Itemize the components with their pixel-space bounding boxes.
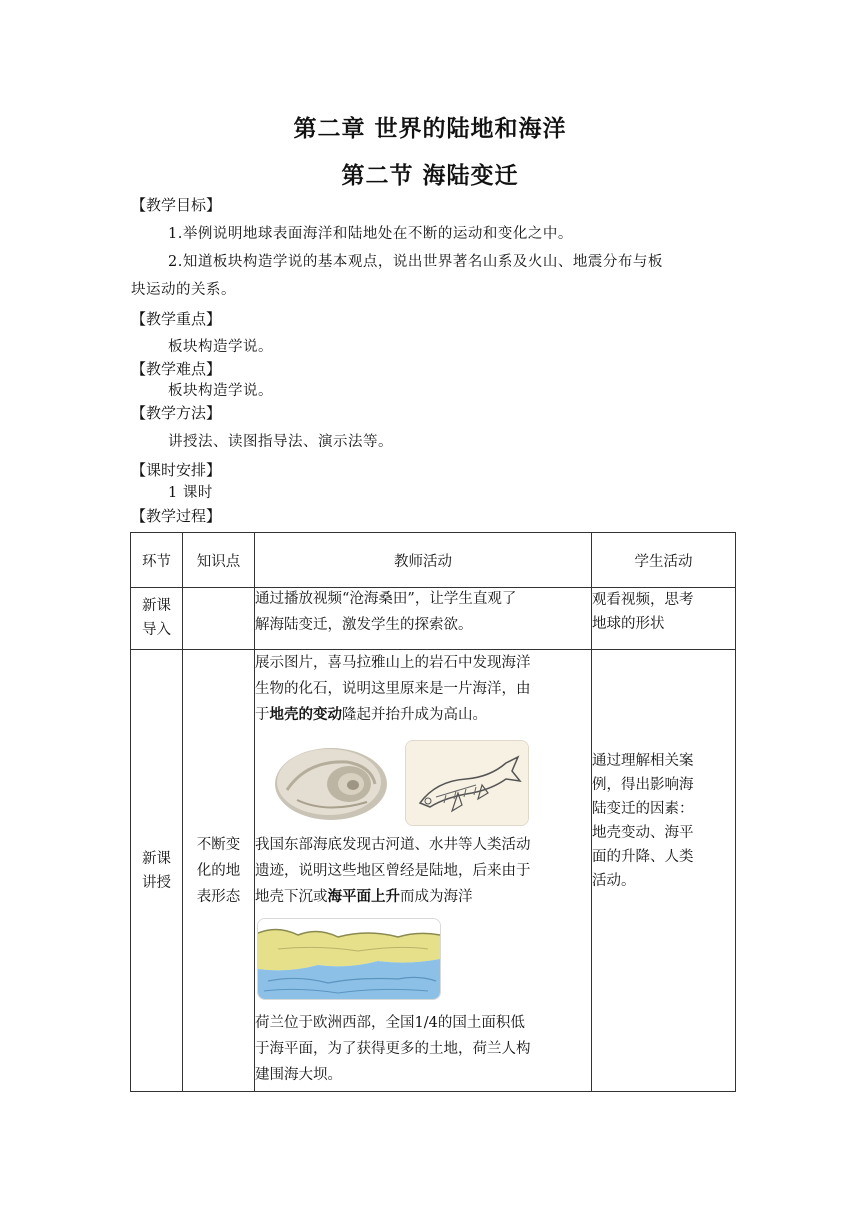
table-row <box>131 588 736 650</box>
ichthyosaur-fossil-image <box>405 740 529 826</box>
fossil-image-row <box>267 740 591 826</box>
stage-line: 讲授 <box>142 874 171 891</box>
teacher-text: 而成为海洋 <box>400 889 473 905</box>
teacher-text: 通过播放视频“沧海桑田”，让学生直观了 <box>255 591 517 607</box>
method-text: 讲授法、读图指导法、演示法等。 <box>168 434 393 450</box>
student-text: 面的升降、人类 <box>592 848 694 865</box>
key-heading: 【教学重点】 <box>131 310 222 328</box>
teacher-text: 遗迹，说明这些地区曾经是陆地，后来由于 <box>255 863 531 879</box>
teacher-text: 生物的化石，说明这里原来是一片海洋，由 <box>255 681 531 697</box>
knowledge-line: 不断变 <box>196 836 241 853</box>
teacher-text: 于海平面，为了获得更多的土地，荷兰人构 <box>255 1041 531 1057</box>
stage-line: 新课 <box>142 850 171 867</box>
header-stage: 环节 <box>131 533 183 588</box>
knowledge-line: 表形态 <box>196 888 241 905</box>
difficult-text: 板块构造学说。 <box>168 383 273 399</box>
teacher-activity-cell <box>255 650 592 1092</box>
stage-cell <box>131 650 183 1092</box>
schedule-heading: 【课时安排】 <box>131 461 222 479</box>
emphasis-text: 地壳的变动 <box>269 707 342 723</box>
table-row <box>131 650 736 1092</box>
stage-cell <box>131 588 183 650</box>
student-text: 观看视频，思考 <box>592 592 694 608</box>
section-title: 第二节 海陆变迁 <box>341 163 519 189</box>
teacher-text: 展示图片，喜马拉雅山上的岩石中发现海洋 <box>255 655 531 671</box>
goal-2-line1: 2.知道板块构造学说的基本观点，说出世界著名山系及火山、地震分布与板 <box>168 254 663 270</box>
teacher-text: 荷兰位于欧洲西部，全国1/4的国土面积低 <box>255 1015 525 1031</box>
paragraph-netherlands <box>255 1010 591 1088</box>
schedule-text: 1 课时 <box>168 485 213 501</box>
goals-heading: 【教学目标】 <box>131 196 222 214</box>
table-header-row <box>131 533 736 588</box>
student-text: 活动。 <box>592 872 636 889</box>
student-text: 地球的形状 <box>592 616 665 632</box>
teacher-text: 建围海大坝。 <box>255 1067 342 1083</box>
key-text: 板块构造学说。 <box>168 339 273 355</box>
paragraph-east-sea <box>255 832 591 910</box>
stage-line: 导入 <box>142 622 171 638</box>
header-teacher: 教师活动 <box>255 533 592 588</box>
emphasis-text: 海平面上升 <box>327 889 400 905</box>
method-heading: 【教学方法】 <box>131 404 222 422</box>
student-activity-cell <box>592 588 736 650</box>
ammonite-fossil-image <box>267 740 391 824</box>
student-text: 通过理解相关案 <box>592 752 694 769</box>
knowledge-cell <box>183 650 255 1092</box>
difficult-heading: 【教学难点】 <box>131 360 222 378</box>
paragraph-himalaya <box>255 650 591 728</box>
teacher-text: 我国东部海底发现古河道、水井等人类活动 <box>255 837 531 853</box>
chapter-title: 第二章 世界的陆地和海洋 <box>293 116 567 142</box>
knowledge-line: 化的地 <box>196 862 241 879</box>
student-text: 陆变迁的因素： <box>592 800 694 817</box>
goal-1: 1.举例说明地球表面海洋和陆地处在不断的运动和变化之中。 <box>168 226 573 242</box>
teacher-text: 解海陆变迁，激发学生的探索欲。 <box>255 617 473 633</box>
teacher-text: 于 <box>255 707 270 723</box>
knowledge-cell <box>183 588 255 650</box>
teacher-text: 隆起并抬升成为高山。 <box>342 707 487 723</box>
teacher-text: 地壳下沉或 <box>255 889 328 905</box>
coastline-image <box>257 918 441 1000</box>
stage-line: 新课 <box>142 598 171 614</box>
teacher-activity-cell <box>255 588 592 650</box>
student-text: 例，得出影响海 <box>592 776 694 793</box>
process-heading: 【教学过程】 <box>131 507 222 525</box>
goal-2-line2: 块运动的关系。 <box>131 282 236 298</box>
process-table <box>130 532 736 1092</box>
student-text: 地壳变动、海平 <box>592 824 694 841</box>
student-activity-cell <box>592 650 736 1092</box>
header-student: 学生活动 <box>592 533 736 588</box>
header-knowledge: 知识点 <box>183 533 255 588</box>
